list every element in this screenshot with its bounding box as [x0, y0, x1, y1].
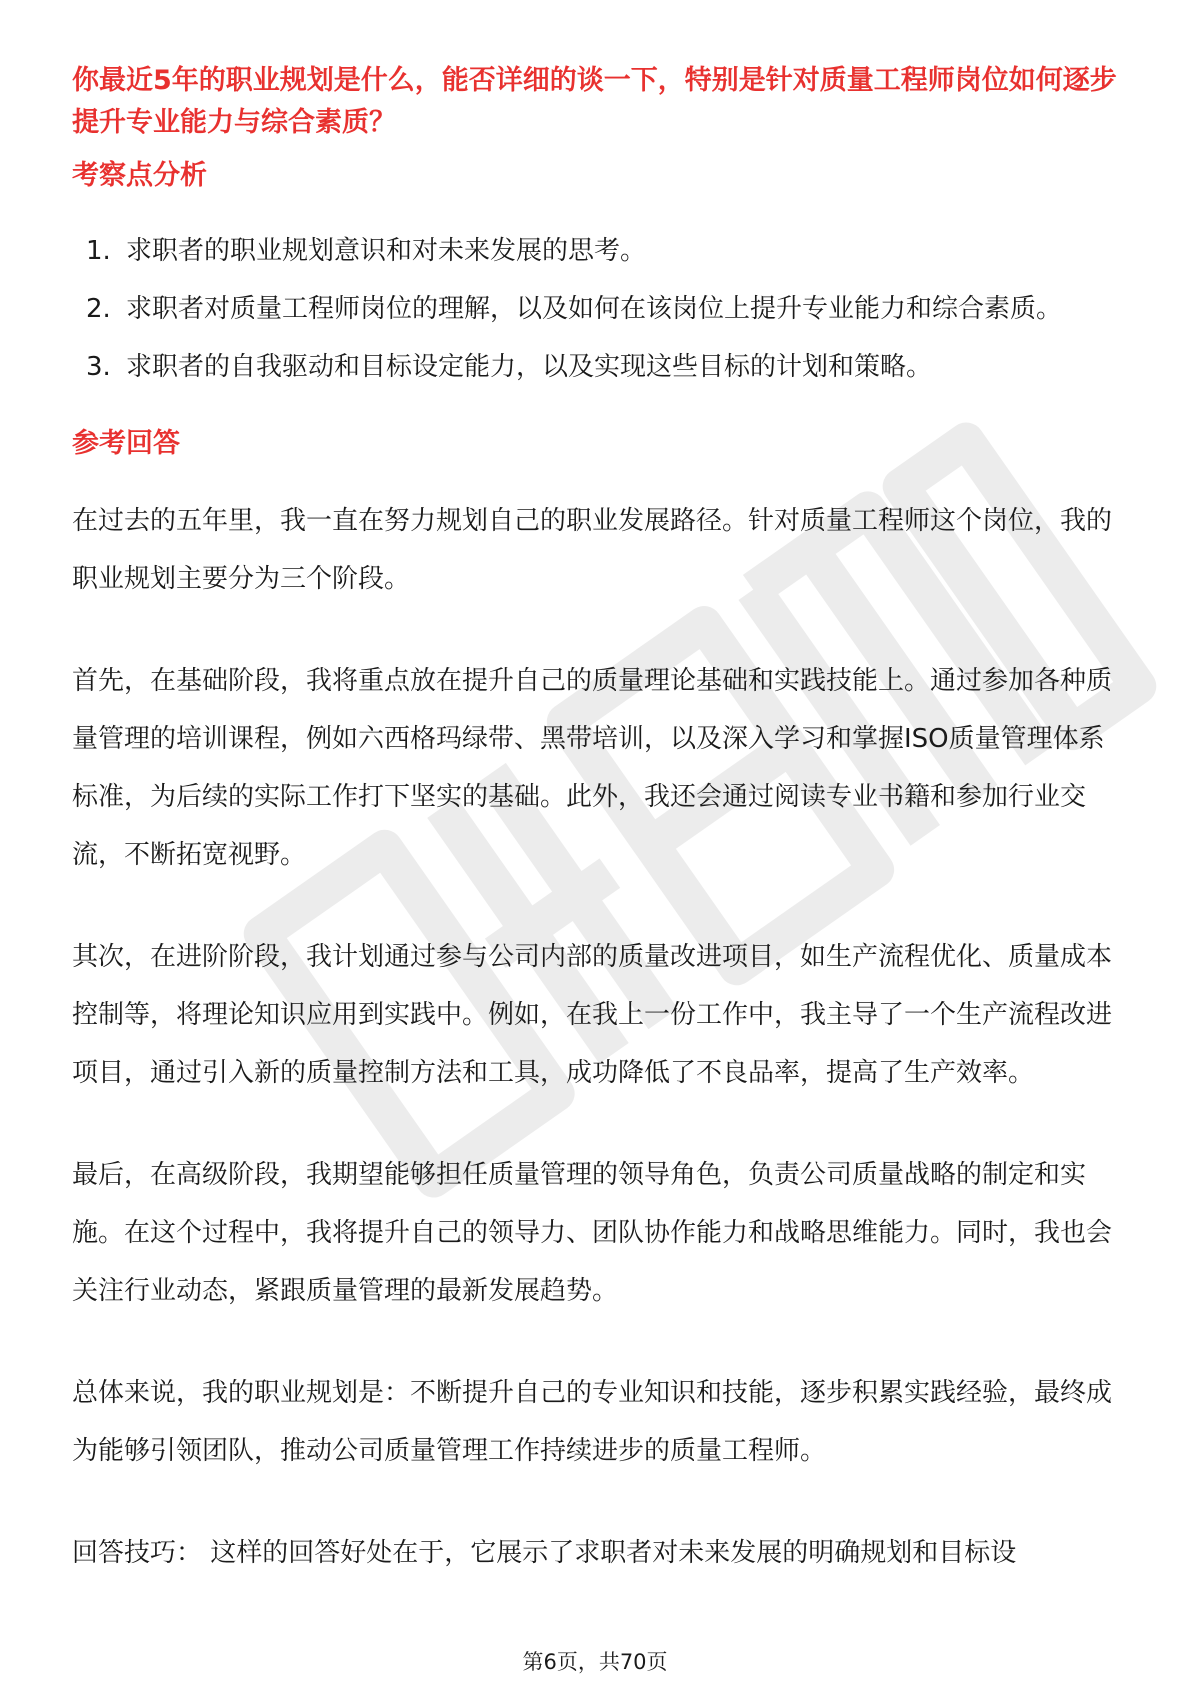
answer-paragraph: 其次，在进阶阶段，我计划通过参与公司内部的质量改进项目，如生产流程优化、质量成本控制等，将理论知识应用到实践中。例如，在我上一份工作中，我主导了一个生产流程改进项目，通过引入新的质量控制方法和工具，成功降低了不良品率，提高了生产效率。 [72, 942, 1113, 1088]
answer-paragraph: 总体来说，我的职业规划是：不断提升自己的专业知识和技能，逐步积累实践经验，最终成为能够引领团队，推动公司质量管理工作持续进步的质量工程师。 [72, 1378, 1113, 1466]
interview-question: 你最近5年的职业规划是什么，能否详细的谈一下，特别是针对质量工程师岗位如何逐步提升专业能力与综合素质？ [72, 65, 1117, 138]
answer-heading: 参考回答 [72, 428, 180, 459]
document-page [72, 60, 1122, 1582]
analysis-list [72, 222, 1122, 396]
list-number: 1. [86, 236, 111, 266]
list-item [72, 280, 1122, 338]
list-text: 求职者对质量工程师岗位的理解，以及如何在该岗位上提升专业能力和综合素质。 [126, 294, 1063, 324]
answer-paragraph: 在过去的五年里，我一直在努力规划自己的职业发展路径。针对质量工程师这个岗位，我的职业规划主要分为三个阶段。 [72, 506, 1113, 594]
list-number: 2. [86, 294, 111, 324]
answer-paragraph: 首先，在基础阶段，我将重点放在提升自己的质量理论基础和实践技能上。通过参加各种质量管理的培训课程，例如六西格玛绿带、黑带培训，以及深入学习和掌握ISO质量管理体系标准，为后续的实际工作打下坚实的基础。此外，我还会通过阅读专业书籍和参加行业交流，不断拓宽视野。 [72, 666, 1113, 870]
page-number: 第6页，共70页 [522, 1650, 668, 1674]
answer-paragraph: 最后，在高级阶段，我期望能够担任质量管理的领导角色，负责公司质量战略的制定和实施。在这个过程中，我将提升自己的领导力、团队协作能力和战略思维能力。同时，我也会关注行业动态，紧跟质量管理的最新发展趋势。 [72, 1160, 1113, 1306]
list-text: 求职者的职业规划意识和对未来发展的思考。 [126, 236, 647, 266]
analysis-heading: 考察点分析 [72, 160, 207, 191]
list-item [72, 338, 1122, 396]
list-item [72, 222, 1122, 280]
list-number: 3. [86, 352, 111, 382]
list-text: 求职者的自我驱动和目标设定能力，以及实现这些目标的计划和策略。 [126, 352, 933, 382]
answer-tip-paragraph: 回答技巧： 这样的回答好处在于，它展示了求职者对未来发展的明确规划和目标设 [72, 1538, 1017, 1568]
